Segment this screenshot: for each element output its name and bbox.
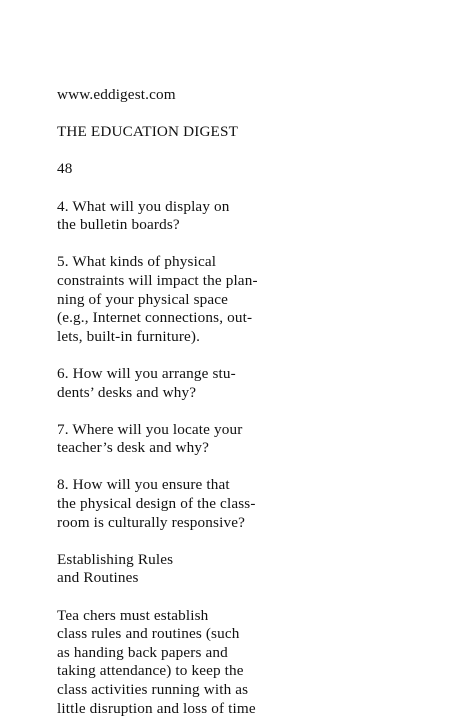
section-heading: Establishing Rules and Routines: [57, 550, 174, 587]
body-paragraph: Tea chers must establish class rules and routines (such as handing back papers and taking attendance) to keep the class activities running with as little disruption and loss of time: [57, 606, 256, 717]
website-url: www.eddigest.com: [57, 86, 176, 103]
question-4: 4. What will you display on the bulletin boards?: [57, 197, 230, 234]
page-number: 48: [57, 160, 73, 178]
question-5: 5. What kinds of physical constraints will impact the plan- ning of your physical space (e.g., Internet connections, out- lets, built-in furniture).: [57, 253, 258, 345]
question-8: 8. How will you ensure that the physical design of the class- room is culturally responsive?: [57, 476, 256, 531]
question-6: 6. How will you arrange stu- dents’ desks and why?: [57, 364, 236, 401]
question-7: 7. Where will you locate your teacher’s desk and why?: [57, 420, 243, 457]
journal-title: THE EDUCATION DIGEST: [57, 123, 239, 141]
text-column: [57, 86, 457, 718]
